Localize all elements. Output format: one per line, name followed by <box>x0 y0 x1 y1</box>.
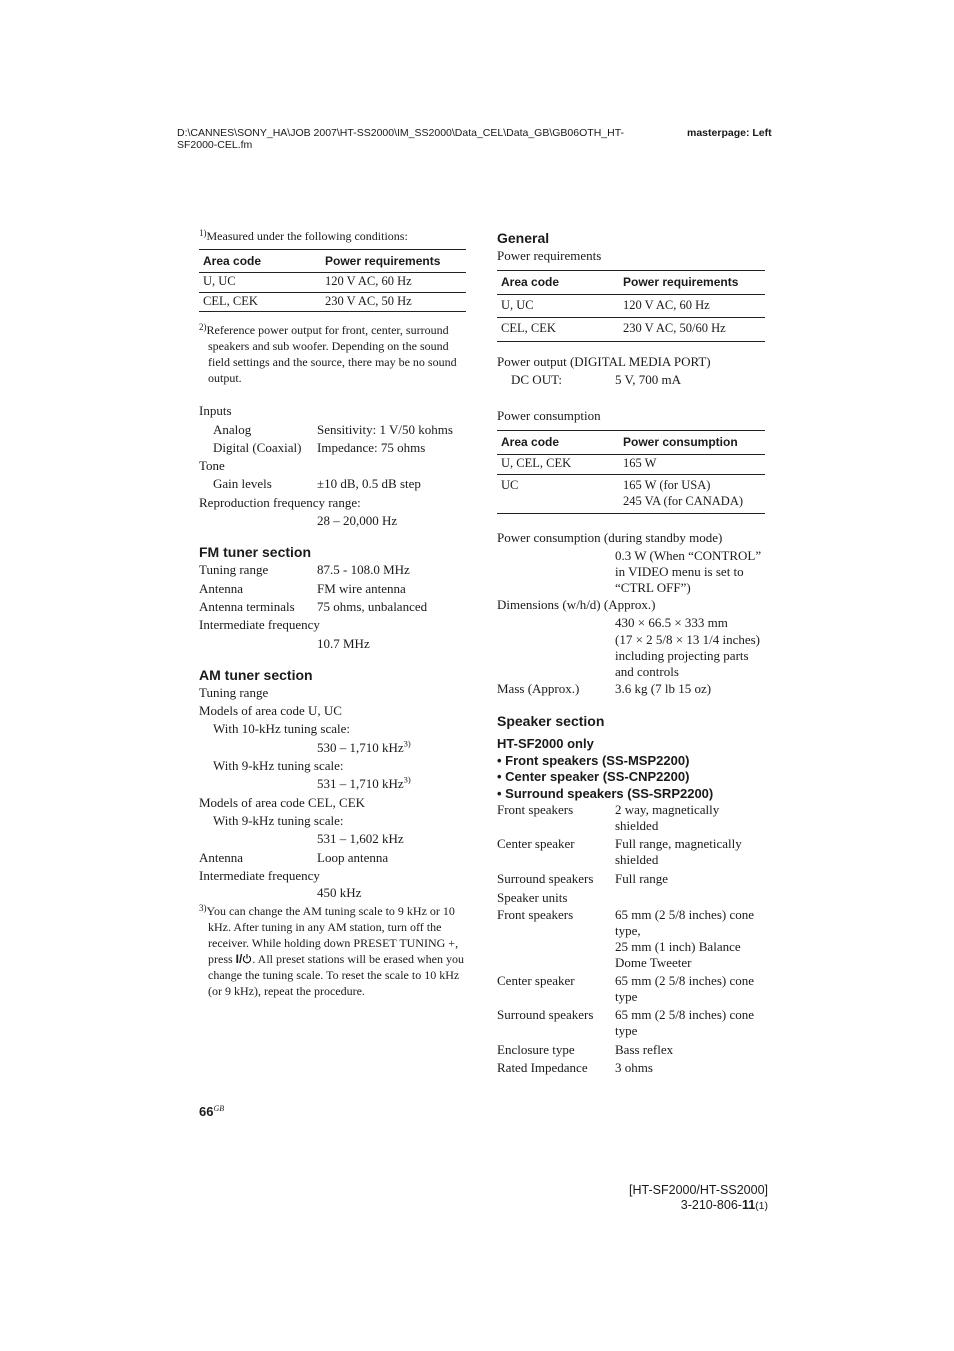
dimensions-label: Dimensions (w/h/d) (Approx.) <box>497 596 656 612</box>
table-cell: 230 V AC, 50/60 Hz <box>619 318 765 342</box>
general-heading: General <box>497 230 550 246</box>
page-number-value: 66 <box>199 1104 214 1119</box>
footnote-1-text: Measured under the following conditions: <box>206 229 408 243</box>
bullet-surround: • Surround speakers (SS-SRP2200) <box>497 785 714 801</box>
am-tuning-label: Tuning range <box>199 684 269 700</box>
table-row <box>497 475 765 514</box>
file-path: D:\CANNES\SONY_HA\JOB 2007\HT-SS2000\IM_SS2000\Data_CEL\Data_GB\GB06OTH_HT-SF2000-CEL.fm <box>177 127 625 151</box>
table-cell: CEL, CEK <box>497 318 619 342</box>
spec-row-fm-terminals <box>199 598 466 616</box>
table-cell: 120 V AC, 60 Hz <box>619 294 765 318</box>
spec-value: FM wire antenna <box>317 580 406 596</box>
spec-row-surround <box>497 870 765 888</box>
spec-key: Enclosure type <box>497 1042 575 1058</box>
speaker-section-heading: Speaker section <box>497 713 605 730</box>
am-if-label: Intermediate frequency <box>199 867 320 883</box>
spec-key: DC OUT: <box>511 371 562 387</box>
spec-value <box>615 907 765 971</box>
am-10khz-value <box>199 739 466 757</box>
footnote-2-number: 2) <box>199 322 207 333</box>
page-number <box>199 1104 224 1119</box>
spec-row-enclosure <box>497 1041 765 1059</box>
power-consumption-label: Power consumption <box>497 408 601 424</box>
reproduction-label: Reproduction frequency range: <box>199 494 361 510</box>
value-line: 65 mm (2 5/8 inches) cone type, <box>615 907 754 939</box>
spec-key: Antenna terminals <box>199 598 295 614</box>
am-if-value: 450 kHz <box>317 885 362 901</box>
htsf2000-only-label: HT-SF2000 only <box>497 736 594 752</box>
dimensions-value-2: (17 × 2 5/8 × 13 1/4 inches) including projecting parts and controls <box>615 632 761 680</box>
spec-key: Center speaker <box>497 836 575 852</box>
spec-value: Loop antenna <box>317 849 389 865</box>
spec-key: Front speakers <box>497 802 574 818</box>
document-footer <box>600 1183 768 1214</box>
table-cell: U, CEL, CEK <box>497 454 619 475</box>
spec-key: Digital (Coaxial) <box>213 439 302 455</box>
spec-row-center-units <box>497 973 765 1005</box>
spec-row-digital <box>199 439 466 457</box>
table-header: Power requirements <box>321 250 466 273</box>
spec-value: 65 mm (2 5/8 inches) cone type <box>615 1007 754 1039</box>
am-tuner-heading: AM tuner section <box>199 666 313 683</box>
am-10khz-label: With 10-kHz tuning scale: <box>213 721 351 737</box>
footnote-3 <box>199 903 466 999</box>
spec-row-dcout <box>497 371 765 389</box>
standby-value: 0.3 W (When “CONTROL” in VIDEO menu is set to “CTRL OFF”) <box>615 547 762 595</box>
spec-value: 65 mm (2 5/8 inches) cone type <box>615 973 754 1005</box>
footnote-ref: 3) <box>403 775 411 786</box>
spec-key: Antenna <box>199 849 244 865</box>
table-cell: U, UC <box>199 273 321 293</box>
spec-key: Gain levels <box>213 476 272 492</box>
bullet-center: • Center speaker (SS-CNP2200) <box>497 769 690 785</box>
part-number-suffix: (1) <box>755 1200 768 1212</box>
spec-key: Analog <box>213 421 252 437</box>
part-number-prefix: 3-210-806- <box>680 1198 742 1212</box>
table-header-row <box>497 271 765 294</box>
spec-value: 3.6 kg (7 lb 15 oz) <box>615 681 712 697</box>
spec-row-impedance <box>497 1059 765 1077</box>
table-header-row <box>497 431 765 454</box>
spec-row-am-antenna <box>199 849 466 867</box>
power-output-label: Power output (DIGITAL MEDIA PORT) <box>497 353 711 369</box>
am-models-cel: Models of area code CEL, CEK <box>199 794 366 810</box>
power-consumption-table <box>497 430 765 514</box>
spec-key: Antenna <box>199 580 244 596</box>
power-requirements-table <box>497 270 765 341</box>
table-cell: 120 V AC, 60 Hz <box>321 273 466 293</box>
speaker-units-label: Speaker units <box>497 889 568 905</box>
fm-tuner-heading: FM tuner section <box>199 544 312 561</box>
spec-key: Mass (Approx.) <box>497 681 580 697</box>
reproduction-value: 28 – 20,000 Hz <box>317 513 398 529</box>
value-text: 530 – 1,710 kHz <box>317 739 404 755</box>
table-header: Area code <box>497 431 619 454</box>
spec-key: Front speakers <box>497 907 574 923</box>
table-header: Power requirements <box>619 271 765 294</box>
table-row <box>199 292 466 312</box>
fm-if-label: Intermediate frequency <box>199 617 320 633</box>
footnote-ref: 3) <box>403 738 411 749</box>
table-cell: 165 W <box>619 454 765 475</box>
table-cell: CEL, CEK <box>199 292 321 312</box>
spec-value: ±10 dB, 0.5 dB step <box>317 476 421 492</box>
model-numbers: [HT-SF2000/HT-SS2000] <box>629 1183 768 1197</box>
fm-if-value: 10.7 MHz <box>317 635 370 651</box>
spec-key: Surround speakers <box>497 1007 594 1023</box>
am-9khz-value-cel: 531 – 1,602 kHz <box>317 831 404 847</box>
spec-key: Center speaker <box>497 973 575 989</box>
footnote-1 <box>199 228 466 244</box>
standby-label: Power consumption (during standby mode) <box>497 530 723 546</box>
spec-value: 5 V, 700 mA <box>615 371 681 387</box>
part-number <box>600 1198 768 1214</box>
table-cell: UC <box>497 475 619 514</box>
value-line: 25 mm (1 inch) Balance Dome Tweeter <box>615 939 741 971</box>
am-9khz-value <box>199 775 466 793</box>
table-header: Area code <box>199 250 321 273</box>
spec-key: Surround speakers <box>497 871 594 887</box>
spec-row-surround-units <box>497 1007 765 1039</box>
table-row <box>497 294 765 318</box>
footnote-2-text: Reference power output for front, center, surround speakers and sub woofer. Depending on the sound field settings and the source, there may be no sound output. <box>206 323 457 386</box>
value-text: 531 – 1,710 kHz <box>317 776 404 792</box>
spec-row-gain <box>199 475 466 493</box>
spec-value: Sensitivity: 1 V/50 kohms <box>317 421 453 437</box>
spec-row-fm-antenna <box>199 580 466 598</box>
table-row <box>199 273 466 293</box>
spec-value: 87.5 - 108.0 MHz <box>317 562 410 578</box>
spec-row-center <box>497 836 765 868</box>
conditions-table <box>199 249 466 312</box>
spec-value: Impedance: 75 ohms <box>317 439 426 455</box>
am-models-uc: Models of area code U, UC <box>199 703 342 719</box>
footnote-3-number: 3) <box>199 903 207 914</box>
spec-key: Tuning range <box>199 562 269 578</box>
footnote-1-number: 1) <box>199 228 207 238</box>
spec-row-front-units <box>497 907 765 971</box>
table-cell <box>619 475 765 514</box>
spec-value: 75 ohms, unbalanced <box>317 598 428 614</box>
spec-value: 3 ohms <box>615 1060 653 1076</box>
bullet-front: • Front speakers (SS-MSP2200) <box>497 752 690 768</box>
table-header-row <box>199 250 466 273</box>
table-row <box>497 318 765 342</box>
table-cell: U, UC <box>497 294 619 318</box>
spec-row-front <box>497 802 765 834</box>
table-row <box>497 454 765 475</box>
dimensions-value-1: 430 × 66.5 × 333 mm <box>615 614 728 630</box>
power-button-label: I/ <box>235 952 243 967</box>
table-header: Area code <box>497 271 619 294</box>
language-code: GB <box>213 1104 225 1113</box>
am-9khz-label: With 9-kHz tuning scale: <box>213 758 344 774</box>
spec-key: Rated Impedance <box>497 1060 588 1076</box>
spec-row-fm-tuning <box>199 561 466 579</box>
footnote-3-text-a: You can change the AM tuning scale to 9 kHz or 10 kHz. After tuning in any AM station, turn off the receiver. While holding down PRESET TUNING +, press <box>206 904 459 967</box>
part-number-revision: 11 <box>741 1198 756 1212</box>
table-cell: 230 V AC, 50 Hz <box>321 292 466 312</box>
spec-value: Full range <box>615 871 669 887</box>
tone-label: Tone <box>199 458 225 474</box>
cell-line: 245 VA (for CANADA) <box>623 493 744 508</box>
spec-value: Full range, magnetically shielded <box>615 836 742 868</box>
spec-row-mass <box>497 680 765 698</box>
spec-value: Bass reflex <box>615 1042 674 1058</box>
am-9khz-label-cel: With 9-kHz tuning scale: <box>213 812 344 828</box>
right-column <box>497 229 765 1078</box>
footnote-2 <box>199 322 466 386</box>
spec-row-analog <box>199 421 466 439</box>
footnote-3-text-b: . All preset stations will be erased when you change the tuning scale. To reset the scale to 10 kHz (or 9 kHz), repeat the procedure. <box>208 952 464 999</box>
left-column <box>199 228 466 999</box>
power-icon <box>242 952 252 966</box>
table-header: Power consumption <box>619 431 765 454</box>
inputs-label: Inputs <box>199 403 232 419</box>
power-requirements-label: Power requirements <box>497 248 602 263</box>
cell-line: 165 W (for USA) <box>623 478 711 493</box>
spec-value: 2 way, magnetically shielded <box>615 802 720 834</box>
masterpage-label: masterpage: Left <box>687 127 772 139</box>
